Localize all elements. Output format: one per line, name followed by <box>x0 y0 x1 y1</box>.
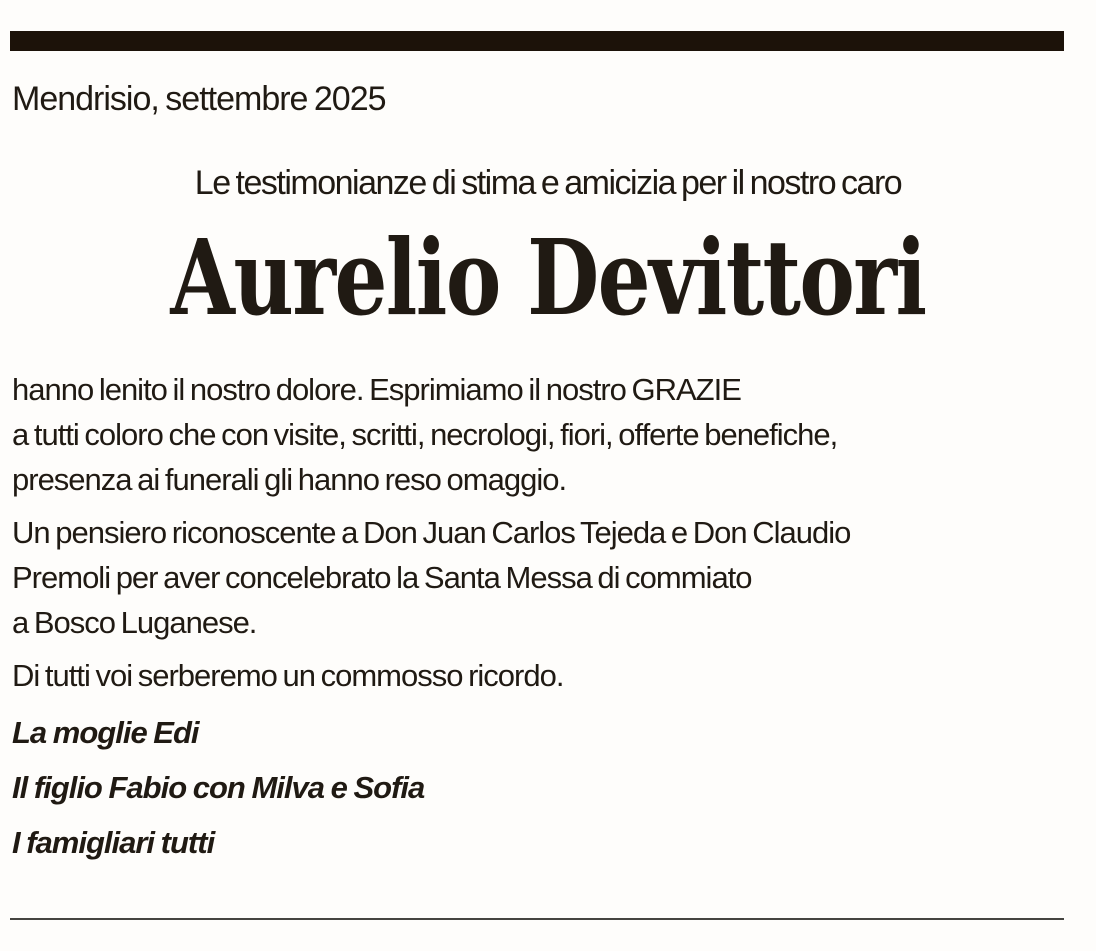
signatures <box>12 710 1076 865</box>
paragraph-line: presenza ai funerali gli hanno reso omaggio. <box>12 462 567 497</box>
signature-wife: La moglie Edi <box>12 715 199 750</box>
deceased-name-text: Aurelio Devittori <box>170 216 926 339</box>
paragraph-line: Premoli per aver concelebrato la Santa Messa di commiato <box>12 560 752 595</box>
paragraph-line: hanno lenito il nostro dolore. Esprimiamo il nostro GRAZIE <box>12 372 741 407</box>
paragraph-gratitude <box>12 367 1076 502</box>
paragraph-remembrance <box>12 653 1076 698</box>
paragraph-line: Di tutti voi serberemo un commosso ricordo. <box>12 658 564 693</box>
paragraph-line: a tutti coloro che con visite, scritti, necrologi, fiori, offerte benefiche, <box>12 417 838 452</box>
intro-line: Le testimonianze di stima e amicizia per il nostro caro <box>194 164 902 202</box>
deceased-name <box>0 216 1096 339</box>
notice-body <box>12 367 1076 698</box>
signature-son: Il figlio Fabio con Milva e Sofia <box>12 770 425 805</box>
paragraph-priests <box>12 510 1076 645</box>
paragraph-line: a Bosco Luganese. <box>12 605 257 640</box>
paragraph-line: Un pensiero riconoscente a Don Juan Carlos Tejeda e Don Claudio <box>12 515 851 550</box>
top-divider-bar <box>10 31 1064 51</box>
bottom-divider-rule <box>10 918 1064 920</box>
dateline: Mendrisio, settembre 2025 <box>12 80 386 118</box>
signature-family: I famigliari tutti <box>12 825 215 860</box>
